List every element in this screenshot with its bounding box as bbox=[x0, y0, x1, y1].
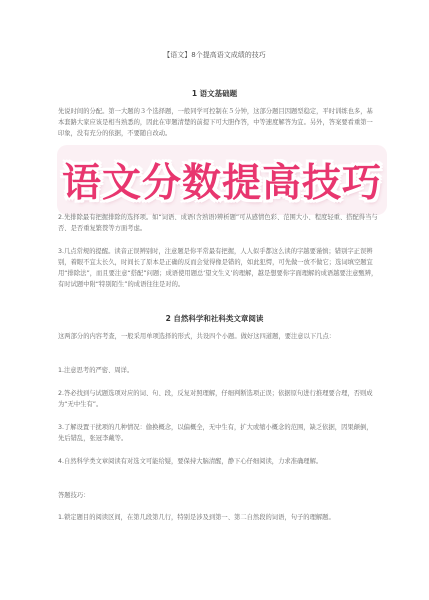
paragraph-intro: 这两部分的内容考查，一般采用单项选择的形式，共设四个小题。做好这四道题，要注意以下几点： bbox=[58, 333, 336, 340]
paragraph-tip-lock-range: 1.锁定题目的阅读区间，在第几段第几行，特别是涉及到第一、第二自然段的词语，句子的理解题。 bbox=[58, 514, 335, 521]
paragraph-point-1: 1.注意思考的严密、周详。 bbox=[58, 367, 134, 374]
paragraph-point-2: 2.答必找到与试题选项对应的词、句、段，反复对照理解，仔细判断选项正误；依据原句进行推理要合理，否则成为“无中生有”。 bbox=[58, 390, 373, 408]
paragraph-point-4: 4.自然科学类文章阅读有对选文可能给疑，要保持大脑清醒，静下心仔细阅读，力求准确理解。 bbox=[58, 458, 323, 465]
paragraph-tip-2: 2.先排除最有把握排除的选择项。如“词语、成语(含熟语)辨析题”可从感情色彩、范围大小、程度轻重、搭配得当与否、是否重复繁赘等方面考虑。 bbox=[58, 214, 378, 232]
paragraph-time-allocation: 先说时间的分配。第一大题的３个选择题，一般同学可控制在５分钟，这部分题目因题型稳定，平时训练也多，基本套路大家应该是相当熟悉的，因此在审题清楚的前提下可大胆作答，中等速度解答为宜。另外，答案要看重第一印象，没有充分的依据，不要随自改动。 bbox=[58, 108, 373, 137]
paragraph-tips-label: 答题技巧： bbox=[58, 492, 90, 499]
promo-banner-title: 语文分数提高技巧 bbox=[61, 161, 382, 206]
section-heading-1: 1 语文基础题 bbox=[191, 89, 238, 98]
paragraph-point-3: 3.了解设置干扰项的几种情况：偷换概念，以偏概全，无中生有，扩大或缩小概念的范围，缺乏依据，因果颠倒，先后错乱，张冠李戴等。 bbox=[58, 424, 373, 442]
document-title: 【语文】8个提高语文成绩的技巧 bbox=[163, 51, 266, 59]
paragraph-tip-3: 3.几点常规的提醒。读音正误辨别时，注意题是你平常最有把握，人人似乎都这么读的字越要谨慎；错别字正误辨别，着眼不宜太长久，时间长了原本是正确的反而会觉得像是错的，如此犯愕，可先做一放不做它；选词填空题宜用“排除法”，而且要注意“搭配”问题；成语使用题总‘望文生义’的理解，越是想要你字面理解的成语越要注意甄辨，有时试题中附“特别陌生”的成语往往是对的。 bbox=[58, 248, 378, 288]
section-heading-2: 2 自然科学和社科类文章阅读 bbox=[165, 314, 264, 323]
